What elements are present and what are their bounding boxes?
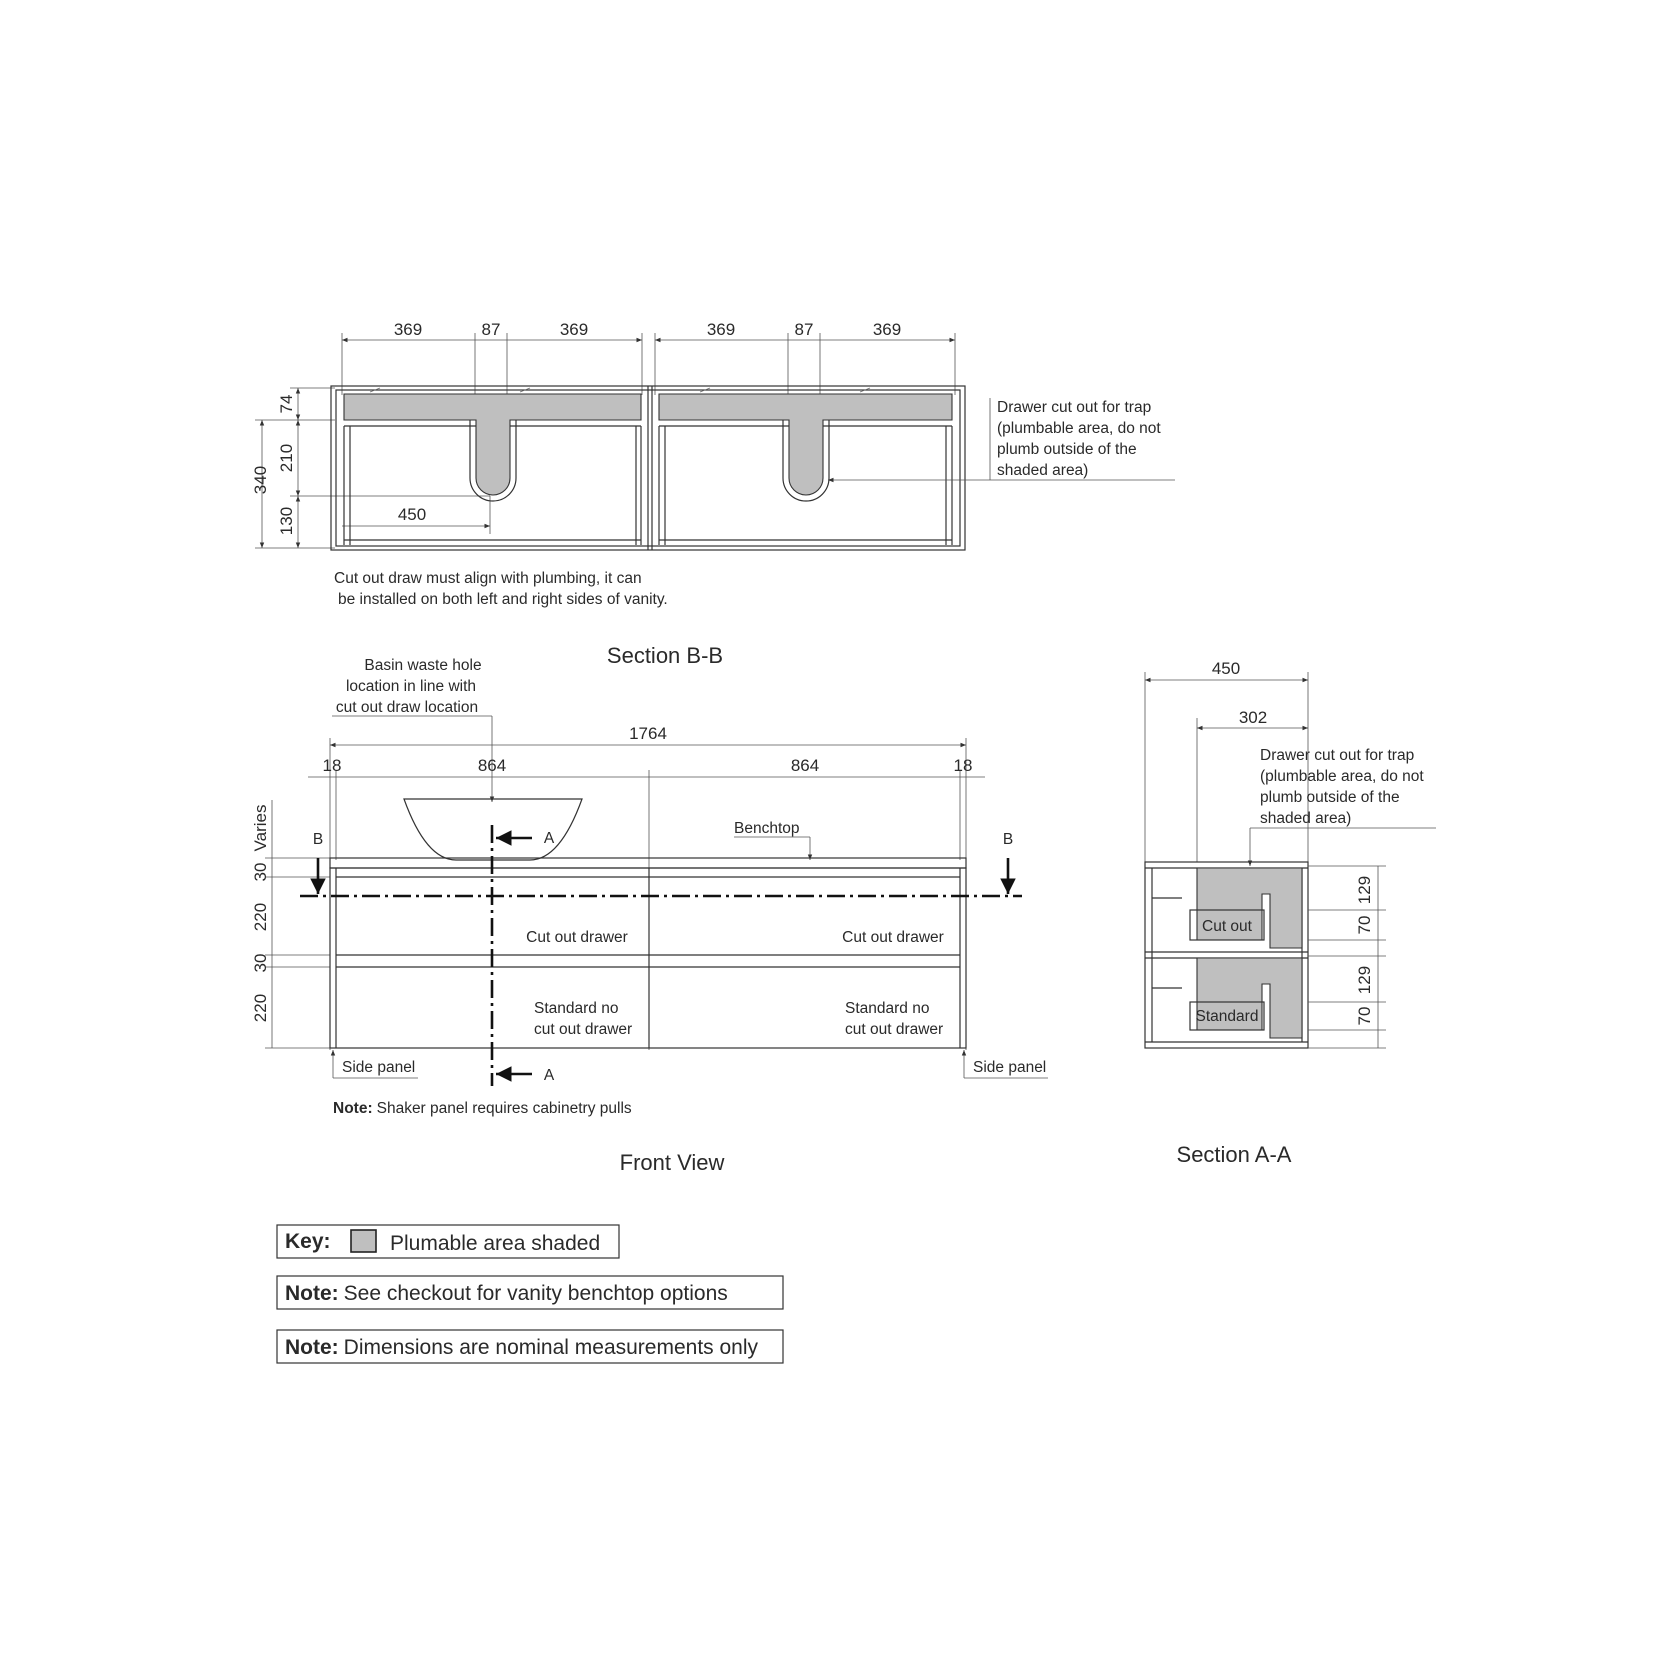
fv-dim-1764: 1764 bbox=[629, 724, 667, 743]
basin-note-line-1: Basin waste hole bbox=[364, 657, 482, 674]
section-aa-title: Section A-A bbox=[1176, 1142, 1292, 1167]
section-mark-b-left: B bbox=[312, 831, 324, 848]
fv-dim-864-left: 864 bbox=[477, 756, 507, 775]
bb-trap-note-line-1: Drawer cut out for trap bbox=[997, 399, 1152, 416]
basin-note-line-2: location in line with bbox=[345, 678, 477, 695]
note-1-bold: Note: bbox=[285, 1282, 339, 1305]
standard-drawer-label-right-1: Standard no bbox=[845, 1000, 930, 1017]
standard-drawer-label-right-2: cut out drawer bbox=[845, 1021, 944, 1038]
section-bb bbox=[251, 320, 1175, 668]
bb-dim-6: 369 bbox=[872, 320, 902, 339]
bb-dim-1: 369 bbox=[393, 320, 423, 339]
fv-dim-864-right: 864 bbox=[790, 756, 820, 775]
aa-trap-note-line-1: Drawer cut out for trap bbox=[1260, 747, 1415, 764]
aa-standard-label: Standard bbox=[1195, 1008, 1259, 1025]
basin-note-line-3: cut out draw location bbox=[335, 699, 479, 716]
cutout-drawer-label-right: Cut out drawer bbox=[842, 929, 944, 946]
note-box-1 bbox=[277, 1276, 783, 1309]
aa-dim-302: 302 bbox=[1238, 708, 1268, 727]
bb-dim-5: 87 bbox=[794, 320, 814, 339]
benchtop-label: Benchtop bbox=[734, 820, 800, 837]
bb-dim-130: 130 bbox=[277, 506, 296, 536]
section-aa bbox=[1145, 659, 1436, 1167]
bb-dim-210: 210 bbox=[277, 443, 296, 473]
note-1 bbox=[285, 1282, 728, 1305]
side-panel-label-left: Side panel bbox=[342, 1059, 416, 1076]
section-mark-b-right: B bbox=[1002, 831, 1014, 848]
bb-trap-note-line-3: plumb outside of the bbox=[997, 441, 1137, 458]
bb-align-note-line-1: Cut out draw must align with plumbing, it can bbox=[334, 570, 642, 587]
bb-dim-450: 450 bbox=[397, 505, 427, 524]
bb-dim-340: 340 bbox=[251, 465, 270, 495]
standard-drawer-label-left-1: Standard no bbox=[534, 1000, 619, 1017]
bb-trap-note-line-4: shaded area) bbox=[997, 462, 1089, 479]
section-bb-top-dimensions bbox=[342, 320, 955, 395]
note-box-2 bbox=[277, 1330, 783, 1363]
bb-shaded-area-left bbox=[344, 394, 641, 495]
cutout-drawer-label-left: Cut out drawer bbox=[526, 929, 628, 946]
fv-dim-18-left: 18 bbox=[322, 756, 342, 775]
aa-trap-note-line-3: plumb outside of the bbox=[1260, 789, 1400, 806]
bb-align-note-line-2: be installed on both left and right sides of vanity. bbox=[338, 591, 668, 608]
section-bb-title: Section B-B bbox=[606, 643, 724, 668]
shaker-note-bold: Note: bbox=[333, 1100, 373, 1117]
fv-dim-18-right: 18 bbox=[953, 756, 973, 775]
note-1-text: See checkout for vanity benchtop options bbox=[343, 1282, 728, 1305]
note-2 bbox=[285, 1336, 759, 1359]
note-2-bold: Note: bbox=[285, 1336, 339, 1359]
section-mark-a-top: A bbox=[543, 830, 555, 847]
front-view-title: Front View bbox=[619, 1150, 725, 1175]
bb-dim-3: 369 bbox=[559, 320, 589, 339]
section-mark-a-bottom: A bbox=[543, 1067, 555, 1084]
fv-dim-varies: Varies bbox=[251, 804, 270, 852]
aa-dim-450: 450 bbox=[1211, 659, 1241, 678]
benchtop bbox=[330, 858, 966, 868]
side-panel-label-right: Side panel bbox=[973, 1059, 1047, 1076]
aa-cutout-label: Cut out bbox=[1202, 918, 1252, 935]
shaker-note bbox=[333, 1100, 632, 1117]
bb-trap-note-line-2: (plumbable area, do not bbox=[997, 420, 1161, 437]
key-swatch bbox=[351, 1230, 376, 1252]
key-label: Key: bbox=[285, 1230, 331, 1253]
note-2-text: Dimensions are nominal measurements only bbox=[343, 1336, 759, 1359]
aa-dim-129-top: 129 bbox=[1355, 875, 1374, 905]
aa-shaded-area-top bbox=[1197, 868, 1302, 948]
fv-dim-220-top: 220 bbox=[251, 902, 270, 932]
aa-trap-note-line-2: (plumbable area, do not bbox=[1260, 768, 1424, 785]
fv-dim-30-mid: 30 bbox=[251, 953, 270, 973]
aa-shaded-area-bottom bbox=[1197, 958, 1302, 1038]
aa-trap-note-line-4: shaded area) bbox=[1260, 810, 1352, 827]
bb-dim-74: 74 bbox=[277, 394, 296, 414]
key-text: Plumable area shaded bbox=[390, 1232, 601, 1255]
aa-dim-129-bottom: 129 bbox=[1355, 965, 1374, 995]
key-box bbox=[277, 1225, 619, 1258]
bb-dim-4: 369 bbox=[706, 320, 736, 339]
front-view bbox=[251, 657, 1048, 1175]
aa-dim-70-top: 70 bbox=[1355, 915, 1374, 935]
standard-drawer-label-left-2: cut out drawer bbox=[534, 1021, 633, 1038]
fv-dim-30-top: 30 bbox=[251, 862, 270, 882]
aa-dim-70-bottom: 70 bbox=[1355, 1006, 1374, 1026]
shaker-note-text: Shaker panel requires cabinetry pulls bbox=[376, 1100, 632, 1117]
fv-dim-220-bottom: 220 bbox=[251, 993, 270, 1023]
bb-dim-2: 87 bbox=[481, 320, 501, 339]
